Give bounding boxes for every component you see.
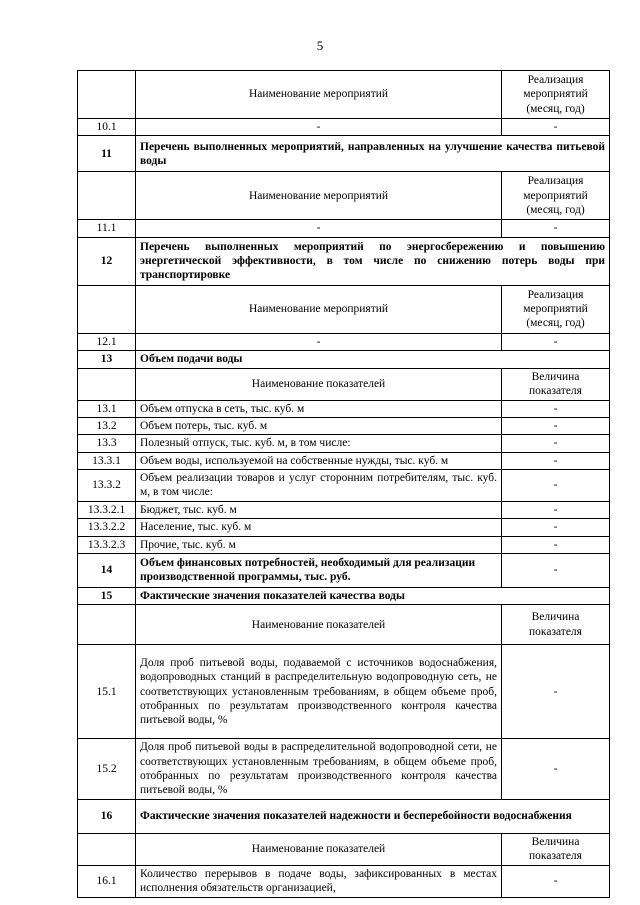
section-title: Фактические значения показателей надежности и бесперебойности водоснабжения — [136, 799, 610, 833]
section-title: Объем финансовых потребностей, необходимый для реализации производственной программы, тыс. руб. — [136, 553, 502, 587]
row-name: - — [136, 220, 502, 237]
table-row — [78, 501, 610, 518]
row-number: 13.3.2.1 — [78, 501, 136, 518]
table-row — [78, 739, 610, 800]
row-value: - — [502, 435, 610, 452]
report-table — [77, 70, 610, 898]
col-header-indicators: Наименование показателей — [136, 833, 502, 865]
col-header-value: Величина показателя — [502, 605, 610, 645]
section-title: Фактические значения показателей качества воды — [136, 587, 610, 604]
col-header-realization: Реализация мероприятий (месяц, год) — [502, 172, 610, 220]
section-title: Объем подачи воды — [136, 351, 610, 368]
row-name: Население, тыс. куб. м — [136, 519, 502, 536]
row-value: - — [502, 400, 610, 417]
row-number: 13.1 — [78, 400, 136, 417]
row-value: - — [502, 739, 610, 800]
row-value: - — [502, 452, 610, 469]
row-value: - — [502, 645, 610, 739]
row-value: - — [502, 119, 610, 136]
col-header-measures: Наименование мероприятий — [136, 172, 502, 220]
table-row — [78, 417, 610, 434]
col-header-realization: Реализация мероприятий (месяц, год) — [502, 285, 610, 333]
row-value: - — [502, 553, 610, 587]
section-number: 14 — [78, 553, 136, 587]
col-header-realization: Реализация мероприятий (месяц, год) — [502, 71, 610, 119]
header-row — [78, 833, 610, 865]
row-number: 13.3.2 — [78, 470, 136, 502]
section-number: 15 — [78, 587, 136, 604]
section-row — [78, 351, 610, 368]
row-name: - — [136, 119, 502, 136]
header-row — [78, 71, 610, 119]
row-name: Объем отпуска в сеть, тыс. куб. м — [136, 400, 502, 417]
row-name: Доля проб питьевой воды, подаваемой с источников водоснабжения, водопроводных станций в распределительную водопроводную сеть, не соответствующих установленным требованиям, в общем объеме проб, отобранных по результатам производственного контроля качества питьевой воды, % — [136, 645, 502, 739]
row-name: - — [136, 333, 502, 350]
col-header-measures: Наименование мероприятий — [136, 285, 502, 333]
table-row — [78, 519, 610, 536]
row-name: Полезный отпуск, тыс. куб. м, в том числе: — [136, 435, 502, 452]
row-number: 10.1 — [78, 119, 136, 136]
section-number: 16 — [78, 799, 136, 833]
header-row — [78, 285, 610, 333]
page-number: 5 — [316, 38, 324, 53]
col-header-value: Величина показателя — [502, 368, 610, 400]
table-row — [78, 220, 610, 237]
col-header-measures: Наименование мероприятий — [136, 71, 502, 119]
section-title: Перечень выполненных мероприятий, направленных на улучшение качества питьевой воды — [136, 136, 610, 172]
section-number: 13 — [78, 351, 136, 368]
row-name: Объем потерь, тыс. куб. м — [136, 417, 502, 434]
row-name: Доля проб питьевой воды в распределительной водопроводной сети, не соответствующих установленным требованиям, в общем объеме проб, отобранных по результатам производственного контроля качества питьевой воды, % — [136, 739, 502, 800]
row-number: 13.3.1 — [78, 452, 136, 469]
row-name: Бюджет, тыс. куб. м — [136, 501, 502, 518]
table-row — [78, 536, 610, 553]
row-value: - — [502, 865, 610, 897]
row-number: 13.3 — [78, 435, 136, 452]
section-row — [78, 799, 610, 833]
table-row — [78, 333, 610, 350]
row-number: 12.1 — [78, 333, 136, 350]
col-header-indicators: Наименование показателей — [136, 368, 502, 400]
row-number: 11.1 — [78, 220, 136, 237]
header-row — [78, 605, 610, 645]
row-value: - — [502, 417, 610, 434]
table-row — [78, 119, 610, 136]
table-row — [78, 645, 610, 739]
table-row — [78, 470, 610, 502]
section-row — [78, 136, 610, 172]
row-name: Объем реализации товаров и услуг сторонним потребителям, тыс. куб. м, в том числе: — [136, 470, 502, 502]
row-name: Объем воды, используемой на собственные нужды, тыс. куб. м — [136, 452, 502, 469]
table-row — [78, 400, 610, 417]
section-row — [78, 587, 610, 604]
row-number: 15.2 — [78, 739, 136, 800]
header-row — [78, 172, 610, 220]
row-number: 13.3.2.2 — [78, 519, 136, 536]
table-row — [78, 452, 610, 469]
row-value: - — [502, 536, 610, 553]
row-number: 16.1 — [78, 865, 136, 897]
row-value: - — [502, 333, 610, 350]
row-name: Прочие, тыс. куб. м — [136, 536, 502, 553]
table-row — [78, 435, 610, 452]
col-header-value: Величина показателя — [502, 833, 610, 865]
row-value: - — [502, 519, 610, 536]
row-number: 13.2 — [78, 417, 136, 434]
header-row — [78, 368, 610, 400]
row-number: 15.1 — [78, 645, 136, 739]
row-number: 13.3.2.3 — [78, 536, 136, 553]
row-name: Количество перерывов в подаче воды, зафиксированных в местах исполнения обязательств организацией, — [136, 865, 502, 897]
section-row — [78, 237, 610, 285]
section-number: 12 — [78, 237, 136, 285]
section-title: Перечень выполненных мероприятий по энергосбережению и повышению энергетической эффективности, в том числе по снижению потерь воды при транспортировке — [136, 237, 610, 285]
row-value: - — [502, 220, 610, 237]
row-value: - — [502, 470, 610, 502]
section-number: 11 — [78, 136, 136, 172]
table-row — [78, 865, 610, 897]
col-header-indicators: Наименование показателей — [136, 605, 502, 645]
row-value: - — [502, 501, 610, 518]
section-row — [78, 553, 610, 587]
